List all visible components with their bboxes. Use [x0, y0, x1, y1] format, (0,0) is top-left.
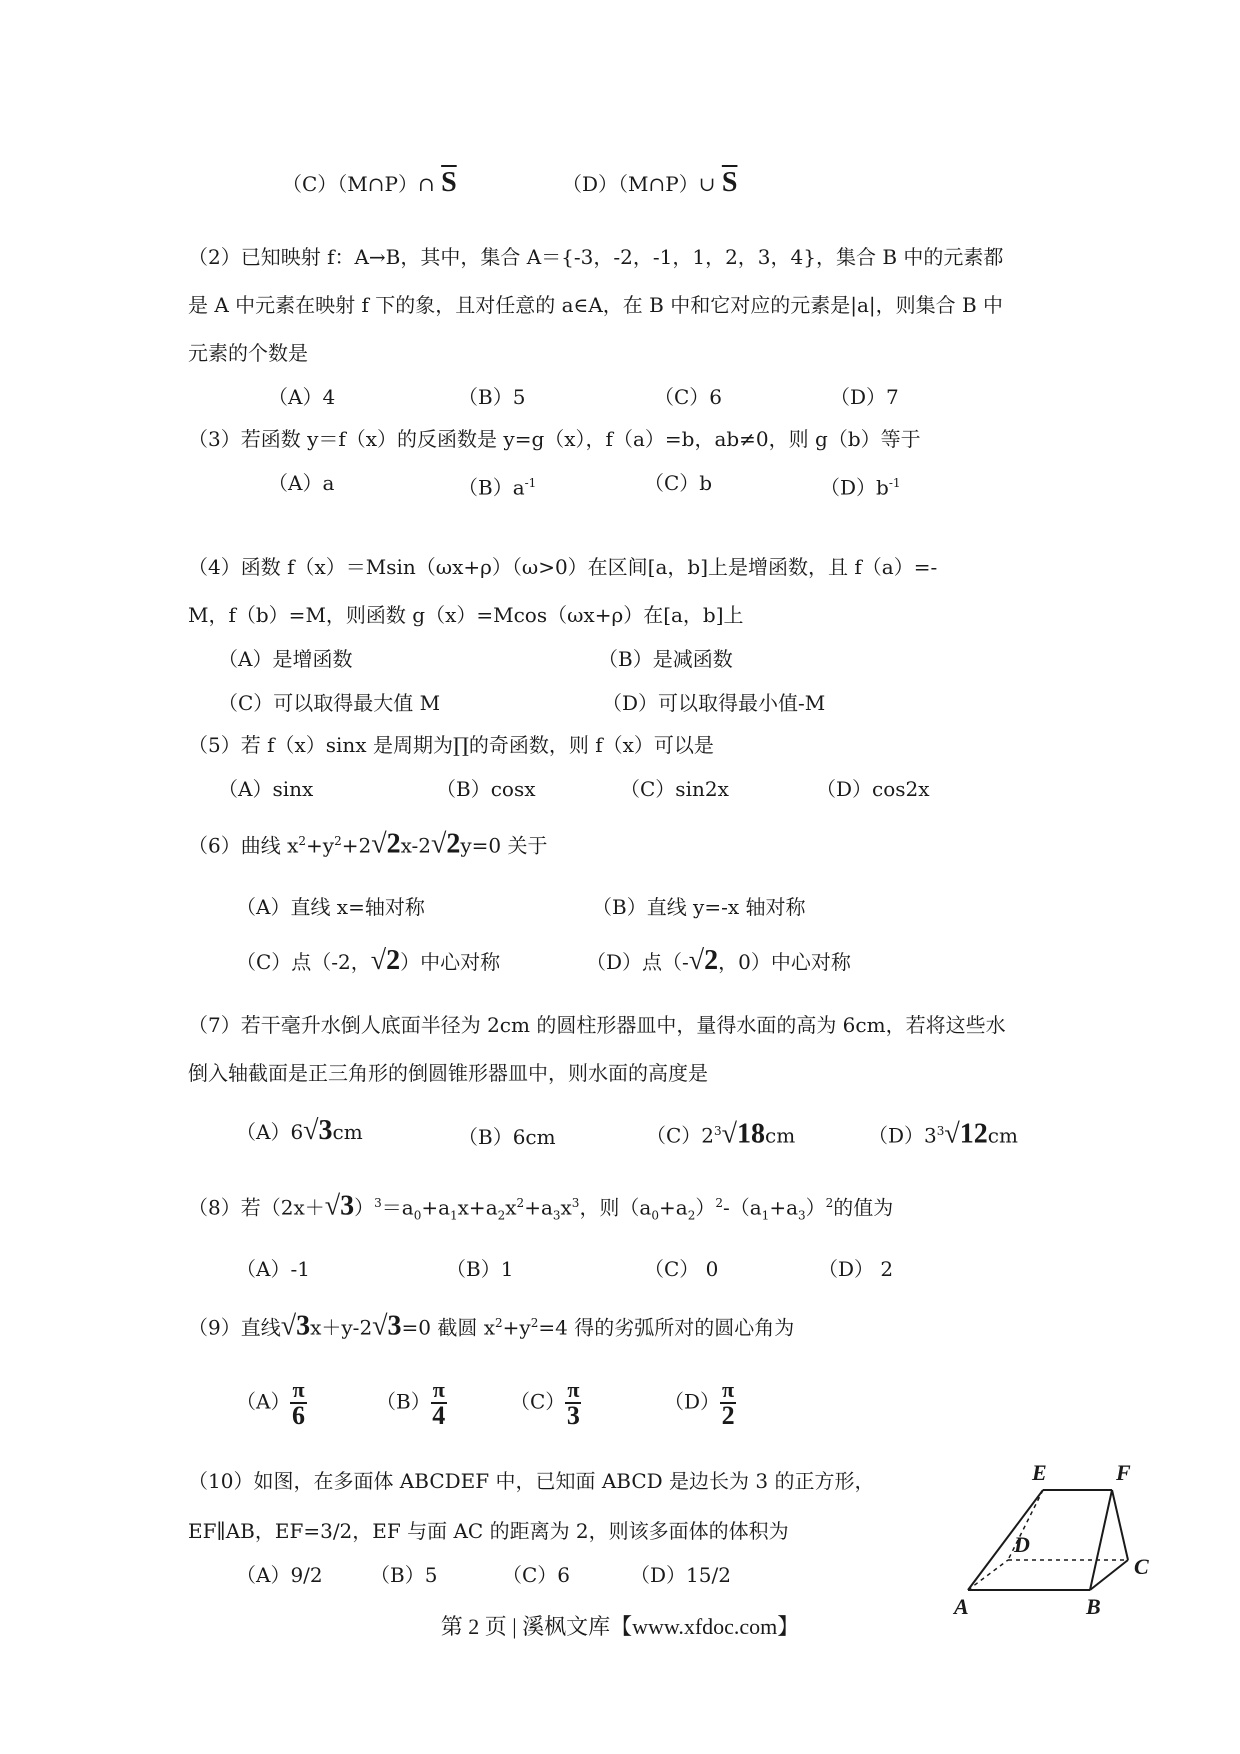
q8-option-d: （D） 2	[818, 1257, 894, 1281]
q1-option-d-set: $\overline{S}$	[721, 167, 738, 198]
q4-option-d: （D）可以取得最小值-M	[602, 691, 826, 715]
fraction	[431, 1378, 447, 1428]
q1-option-c	[282, 168, 457, 199]
q6-stem	[188, 826, 548, 861]
q9-sup: 2	[495, 1316, 503, 1330]
q2-option-b: （B）5	[458, 385, 526, 409]
q9-option-b	[376, 1378, 447, 1428]
q9-option-d-label: （D）	[664, 1389, 721, 1414]
fraction-denominator: 6	[291, 1401, 305, 1430]
q10-option-d: （D）15/2	[630, 1563, 731, 1587]
q2-option-a: （A）4	[268, 385, 336, 409]
q3-option-d-label: （D）b	[820, 475, 889, 500]
q10-option-a: （A）9/2	[236, 1563, 323, 1587]
root-radicand: 12	[959, 1118, 988, 1150]
q2-option-d: （D）7	[830, 385, 899, 409]
q3-stem: （3）若函数 y＝f（x）的反函数是 y=g（x），f（a）=b，ab≠0，则 g（b）等于	[188, 427, 921, 451]
sqrt-radicand: 2	[386, 945, 401, 976]
sqrt-symbol: √	[370, 945, 387, 976]
q8-sup: 3	[374, 1196, 382, 1210]
sqrt-symbol: √	[280, 1310, 297, 1342]
q9-option-c-label: （C）	[510, 1389, 566, 1414]
q8-sup: 2	[825, 1196, 834, 1210]
q4-line-2: M，f（b）=M，则函数 g（x）=Mcos（ωx+ρ）在[a，b]上	[188, 603, 744, 627]
fraction-numerator: π	[722, 1377, 735, 1402]
q10-line-2: EF∥AB，EF=3/2，EF 与面 AC 的距离为 2，则该多面体的体积为	[188, 1519, 789, 1543]
q8-text: ）	[805, 1195, 826, 1220]
q6-option-d-text: ，0）中心对称	[718, 950, 851, 974]
q6-sup: 2	[298, 834, 307, 848]
q8-text: （8）若（2x＋	[188, 1195, 325, 1220]
q6-option-c-text: ）中心对称	[400, 950, 501, 974]
q8-option-a: （A）-1	[236, 1257, 310, 1281]
sqrt-symbol: √	[371, 828, 387, 860]
sqrt-symbol: √	[688, 945, 705, 976]
vertex-label-e: E	[1032, 1460, 1047, 1485]
root-radicand: 18	[737, 1118, 766, 1150]
q3-option-b	[458, 468, 536, 503]
q6-sup: 2	[334, 834, 342, 848]
q4-option-b: （B）是减函数	[598, 647, 733, 671]
q6-option-a: （A）直线 x=轴对称	[236, 895, 425, 919]
q6-option-d	[586, 946, 851, 977]
q6-option-d-text: （D）点（-	[586, 950, 689, 974]
q1-option-d-label: （D）（M∩P）∪	[562, 172, 716, 196]
q8-text: +a	[769, 1195, 798, 1220]
fraction	[720, 1378, 736, 1428]
q10-option-c: （C）6	[502, 1563, 571, 1587]
q9-text: （9）直线	[188, 1315, 281, 1340]
q8-sub: 1	[761, 1208, 770, 1223]
sqrt-radicand: 2	[704, 945, 719, 976]
q5-option-a: （A）sinx	[218, 777, 314, 801]
edge-fc	[1112, 1490, 1128, 1560]
q8-text: ）	[695, 1195, 716, 1220]
sqrt-radicand: 3	[318, 1115, 333, 1146]
sqrt-radicand: 3	[296, 1310, 311, 1342]
sqrt-symbol: √	[372, 1310, 388, 1342]
q9-option-a	[236, 1378, 307, 1428]
fraction-denominator: 3	[566, 1401, 580, 1430]
sqrt-symbol: √	[303, 1115, 319, 1146]
q6-text: +y	[306, 833, 335, 858]
fraction-denominator: 4	[432, 1401, 446, 1430]
sqrt-radicand: 2	[446, 828, 461, 860]
q8-text: +a	[659, 1195, 688, 1220]
q7-option-d-text: （D）3	[868, 1123, 937, 1148]
fraction	[290, 1378, 306, 1428]
q7-option-c	[646, 1116, 795, 1151]
q3-option-c: （C）b	[644, 471, 713, 495]
fraction-denominator: 2	[721, 1401, 735, 1430]
q9-option-c	[510, 1378, 581, 1428]
q9-option-a-label: （A）	[236, 1389, 291, 1414]
q6-text: x-2	[400, 833, 431, 858]
q8-option-c: （C） 0	[644, 1257, 719, 1281]
q8-text: 的值为	[833, 1195, 894, 1220]
q8-stem	[188, 1188, 893, 1231]
q8-sub: 2	[687, 1208, 696, 1223]
q3-option-b-label: （B）a	[458, 475, 525, 500]
q6-text: +2	[341, 833, 372, 858]
q9-text: +y	[502, 1315, 531, 1340]
vertex-label-c: C	[1134, 1554, 1149, 1579]
q8-sup: 3	[571, 1196, 580, 1210]
q10-line-1: （10）如图，在多面体 ABCDEF 中，已知面 ABCD 是边长为 3 的正方形，	[188, 1469, 875, 1493]
q8-sub: 1	[450, 1208, 458, 1223]
page-footer: 第 2 页 | 溪枫文库【www.xfdoc.com】	[440, 1614, 800, 1639]
q8-text: x+a	[457, 1195, 498, 1220]
polyhedron-figure	[940, 1450, 1160, 1620]
q9-stem	[188, 1308, 794, 1343]
vertex-label-d: D	[1014, 1532, 1030, 1557]
q9-sup: 2	[530, 1316, 539, 1330]
vertex-label-a: A	[954, 1594, 969, 1619]
q4-option-a: （A）是增函数	[218, 647, 353, 671]
q7-option-a-unit: cm	[332, 1120, 363, 1144]
q8-sub: 0	[413, 1208, 422, 1223]
q1-option-c-set: $\overline{S}$	[441, 167, 457, 198]
sqrt-radicand: 3	[387, 1310, 402, 1342]
q3-option-d-sup: -1	[888, 476, 901, 490]
q8-text: x	[560, 1195, 572, 1220]
q2-option-c: （C）6	[654, 385, 723, 409]
q5-stem: （5）若 f（x）sinx 是周期为∏的奇函数，则 f（x）可以是	[188, 733, 714, 757]
q6-text: （6）曲线 x	[188, 833, 299, 858]
q8-text: ，则（a	[579, 1195, 652, 1220]
q2-line-3: 元素的个数是	[188, 341, 308, 365]
q7-option-a-text: （A）6	[236, 1120, 304, 1144]
q8-sub: 0	[651, 1208, 660, 1223]
q7-line-2: 倒入轴截面是正三角形的倒圆锥形器皿中，则水面的高度是	[188, 1061, 708, 1085]
q6-text: y=0 关于	[460, 833, 548, 858]
q8-sub: 2	[497, 1208, 506, 1223]
q9-option-d	[664, 1378, 736, 1428]
q8-text: -（a	[722, 1195, 762, 1220]
fraction	[565, 1378, 581, 1428]
q3-option-a: （A）a	[268, 471, 335, 495]
q8-text: ）	[354, 1195, 375, 1220]
q6-option-b: （B）直线 y=-x 轴对称	[592, 895, 806, 919]
q7-option-c-unit: cm	[765, 1123, 796, 1148]
fraction-numerator: π	[432, 1377, 445, 1402]
q1-option-c-label: （C）（M∩P）∩	[282, 172, 435, 196]
q8-sup: 2	[715, 1196, 723, 1210]
q1-option-d	[562, 168, 737, 199]
q6-option-c	[236, 946, 500, 977]
q2-line-1: （2）已知映射 f：A→B，其中，集合 A＝{-3，-2，-1，1，2，3，4}，集合 B 中的元素都	[188, 245, 1004, 269]
q9-text: =0 截圆 x	[401, 1315, 496, 1340]
root-symbol: √	[721, 1118, 738, 1150]
q5-option-d: （D）cos2x	[816, 777, 930, 801]
fraction-numerator: π	[292, 1377, 305, 1402]
q7-line-1: （7）若干毫升水倒人底面半径为 2cm 的圆柱形器皿中，量得水面的高为 6cm，若将这些水	[188, 1013, 1006, 1037]
q8-option-b: （B）1	[446, 1257, 514, 1281]
q5-option-b: （B）cosx	[436, 777, 536, 801]
q9-text: x＋y-2	[310, 1315, 373, 1340]
q8-text: +a	[421, 1195, 451, 1220]
edge-ae	[968, 1490, 1043, 1590]
q7-option-b: （B）6cm	[458, 1125, 556, 1149]
q8-sub: 3	[798, 1208, 806, 1223]
q6-option-c-text: （C）点（-2，	[236, 950, 371, 974]
q4-line-1: （4）函数 f（x）＝Msin（ωx+ρ）（ω>0）在区间[a，b]上是增函数，且 f（a）=-	[188, 555, 938, 579]
vertex-label-f: F	[1116, 1460, 1131, 1485]
q9-text: =4 得的劣弧所对的圆心角为	[538, 1315, 795, 1340]
q4-option-c: （C）可以取得最大值 M	[218, 691, 441, 715]
root-index: 3	[714, 1124, 722, 1138]
fraction-numerator: π	[567, 1377, 580, 1402]
sqrt-radicand: 3	[340, 1190, 355, 1222]
sqrt-radicand: 2	[386, 828, 401, 860]
q8-text: +a	[524, 1195, 553, 1220]
q5-option-c: （C）sin2x	[620, 777, 729, 801]
q3-option-b-sup: -1	[524, 476, 537, 490]
q8-sup: 2	[516, 1196, 525, 1210]
q8-text: x	[505, 1195, 517, 1220]
q7-option-d	[868, 1116, 1018, 1151]
sqrt-symbol: √	[431, 828, 447, 860]
sqrt-symbol: √	[324, 1190, 341, 1222]
q8-sub: 3	[552, 1208, 561, 1223]
root-index: 3	[936, 1124, 945, 1138]
vertex-label-b: B	[1086, 1594, 1101, 1619]
root-symbol: √	[944, 1118, 960, 1150]
q7-option-c-text: （C）2	[646, 1123, 715, 1148]
q8-text: ＝a	[381, 1195, 414, 1220]
q2-line-2: 是 A 中元素在映射 f 下的象，且对任意的 a∈A，在 B 中和它对应的元素是|a|，则集合 B 中	[188, 293, 1004, 317]
q3-option-d	[820, 468, 901, 503]
q10-option-b: （B）5	[370, 1563, 438, 1587]
q9-option-b-label: （B）	[376, 1389, 431, 1414]
q7-option-d-unit: cm	[987, 1123, 1018, 1148]
q7-option-a	[236, 1116, 363, 1147]
